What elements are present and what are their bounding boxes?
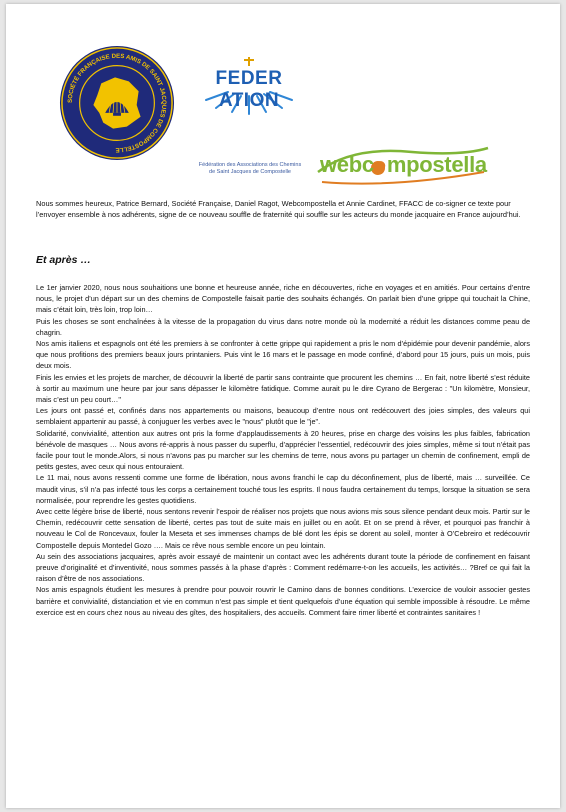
body-paragraph: Nos amis italiens et espagnols ont été les premiers à se confronter à cette grippe qui rapidement a pris le nom d’épidémie pour devenir pandémie, alors que nous profitions des premiers beaux jours printaniers. Puis vint le 16 mars et le passage en mode confiné, d’abord pour 15 jours, puis un mois, puis deux mois.	[36, 339, 530, 371]
body-paragraph: Le 1er janvier 2020, nous nous souhaitions une bonne et heureuse année, riche en découvertes, riche en voyages et en amitiés. Pour certains d’entre nous, le projet d’un départ sur un des chemins de Compostelle faisait partie des souhaits échangés. On parlait bien d’une grippe qui touchait la Chine, mais c’était loin, très loin, trop loin…	[36, 283, 530, 315]
federation-subtitle: Fédération des Associations des Chemins de Saint Jacques de Compostelle	[198, 162, 302, 175]
webcompostella-globe-icon: ●	[373, 152, 387, 177]
societe-francaise-seal-logo	[58, 44, 176, 162]
body-paragraph: Le 11 mai, nous avons ressenti comme une forme de libération, nous avons franchi le cap du déconfinement, plus de liberté, mais … surveillée. Ce maudit virus, s’il n’a pas infecté tous les corps a certainement touché tous les esprits. Il nous faudra certainement du temps, lorsque la situation se sera normalisée, pour reprendre les gestes quotidiens.	[36, 473, 530, 505]
body-paragraph: Au sein des associations jacquaires, après avoir essayé de maintenir un contact avec les adhérents durant toute la période de confinement en faisant preuve d’originalité et d’inventivité, nous sommes passés à la phase d’après : Comment redémarre-t-on les accueils, les activités… ?Bref ce qui fait la raison d’être de nos associations.	[36, 551, 530, 584]
body-paragraph: Finis les envies et les projets de marcher, de découvrir la liberté de partir sans contrainte que procurent les chemins … En fait, notre liberté s’est réduite à sortir au maximum une heure par jour sans dépasser le kilomètre fatidique. Comme aurait pu le dire Cyrano de Bergerac : "Un kilomètre, Monsieur, mais c’est un peu court…"	[36, 372, 530, 405]
seal-ring-text: SOCIÉTÉ FRANÇAISE DES AMIS DE SAINT JACQUES DE COMPOSTELLE	[66, 52, 168, 154]
federation-logo	[184, 54, 314, 184]
body-paragraph: Nos amis espagnols étudient les mesures à prendre pour pouvoir rouvrir le Camino dans de bonnes conditions. L’exercice de vouloir associer gestes barrière et convivialité, distanciation et vie en commun n’est pas simple et tient quelquefois d’une équation qui semble impossible à résoudre. Le même exercice est en cours chez nous au niveau des gîtes, des hospitaliers, des accueils. Comment faire rimer liberté et contraintes sanitaires !	[36, 585, 530, 617]
webcompostella-wordmark	[320, 152, 487, 178]
webcompostella-wordmark-a: webc	[320, 152, 374, 177]
body-paragraph: Puis les choses se sont enchaînées à la vitesse de la propagation du virus dans notre monde où la modernité a réduit les distances comme peau de chagrin.	[36, 316, 530, 337]
section-title: Et après …	[36, 254, 91, 266]
body-paragraph: Avec cette légère brise de liberté, nous sentons revenir l’espoir de réaliser nos projets que nous avions mis sous silence pendant deux mois. Partir sur le Chemin, redécouvrir cette sensation de liberté, certes pas tout de suite mais en juillet ou en août. Et on se prend à rêver, et pourquoi pas franchir à nouveau le Col de Roncevaux, fouler la Meseta et ses immenses champs de blé dont les épis se dorent au soleil, monter à O’Cebreiro et redécouvrir Compostelle depuis Montedel Gozo …. Mais ce rêve nous semble encore un peu lointain.	[36, 507, 530, 550]
logo-header	[6, 4, 560, 194]
body-paragraph: Solidarité, convivialité, attention aux autres ont pris la forme d’applaudissements à 20 heures, prise en charge des voisins les plus faibles, fabrication bénévole de masques … Nous avons ré-appris à nous passer du superflu, d’apprécier l’essentiel, redécouvrir des joies simples, même si tout n’était pas facile pour tout le monde.Alors, si nous n’avons pas pu marcher sur les chemins de terre, nous avons pu partager un chemin de confinement, empli de petits gestes, avec ceux qui nous entouraient.	[36, 428, 530, 472]
letter-body	[36, 282, 530, 618]
intro-paragraph: Nous sommes heureux, Patrice Bernard, Société Française, Daniel Ragot, Webcompostella et Annie Cardinet, FFACC de co-signer ce texte pour l’envoyer ensemble à nos adhérents, signe de ce nouveau souffle de fraternité qui souffle sur les acteurs du monde jacquaire en France aujourd’hui.	[36, 199, 521, 220]
body-paragraph: Les jours ont passé et, confinés dans nos appartements ou maisons, beaucoup d’entre nous ont redécouvert des joies simples, des valeurs qui semblaient appartenir au passé, à conjuguer les verbes avec le "nous" plutôt que le "je".	[36, 406, 530, 427]
federation-wordmark: FEDER ATION	[215, 68, 283, 111]
webcompostella-wordmark-b: mpostella	[386, 152, 487, 177]
webcompostella-logo	[312, 142, 492, 192]
document-page	[6, 4, 560, 808]
